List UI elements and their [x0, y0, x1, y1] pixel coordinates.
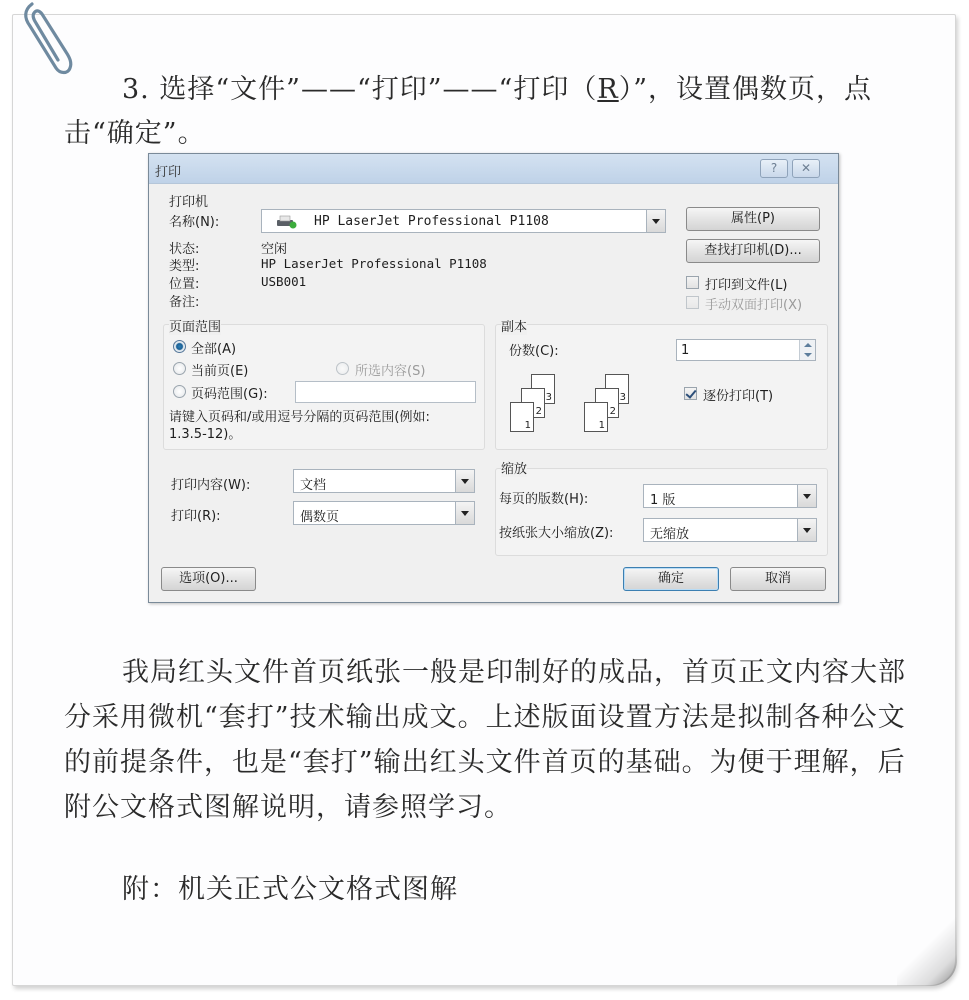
dialog-titlebar: [149, 154, 838, 184]
ok-button[interactable]: 确定: [623, 567, 719, 591]
pages-per-sheet-value: 1 版: [650, 493, 676, 508]
help-button[interactable]: [760, 159, 788, 178]
page-range-current-label[interactable]: 当前页(E): [191, 364, 249, 379]
scale-label: 按纸张大小缩放(Z):: [499, 526, 614, 541]
status-label: 状态:: [169, 242, 200, 257]
print-to-file-label[interactable]: 打印到文件(L): [705, 278, 788, 293]
intro-instruction: [64, 68, 924, 156]
printer-name-select[interactable]: [261, 209, 666, 233]
copies-count-spinner[interactable]: [676, 339, 816, 361]
page-range-selection-radio: [336, 362, 349, 375]
printer-name-value: HP LaserJet Professional P1108: [314, 214, 549, 229]
copies-count-value: 1: [681, 343, 690, 358]
spinner-arrows-icon[interactable]: [799, 340, 815, 360]
page-range-input[interactable]: [295, 381, 476, 403]
manual-duplex-checkbox: [686, 296, 699, 309]
page-range-all-radio[interactable]: [173, 340, 186, 353]
page-range-current-radio[interactable]: [173, 362, 186, 375]
copies-count-label: 份数(C):: [509, 344, 559, 359]
properties-button[interactable]: 属性(P): [686, 207, 820, 231]
page-range-selection-label: 所选内容(S): [355, 364, 426, 379]
comment-label: 备注:: [169, 295, 200, 310]
status-value: 空闲: [261, 242, 288, 257]
print-to-file-checkbox[interactable]: [686, 276, 699, 289]
printer-name-label: 名称(N):: [169, 215, 220, 230]
intro-text: 3. 选择“文件”——“打印”——“打印（: [122, 74, 598, 105]
print-pages-select[interactable]: [293, 501, 475, 525]
printer-section-legend: 打印机: [169, 195, 209, 210]
close-button[interactable]: [792, 159, 820, 178]
page-range-all-label[interactable]: 全部(A): [191, 342, 237, 357]
zoom-legend: 缩放: [501, 458, 527, 477]
close-icon: ✕: [800, 161, 812, 175]
help-icon: ?: [770, 161, 778, 175]
dialog-title: 打印: [155, 165, 182, 180]
chevron-down-icon[interactable]: [646, 210, 665, 232]
print-label: 打印(R):: [171, 509, 221, 524]
type-value: HP LaserJet Professional P1108: [261, 256, 487, 271]
location-value: USB001: [261, 274, 307, 289]
collate-label[interactable]: 逐份打印(T): [703, 389, 774, 404]
print-what-select[interactable]: [293, 469, 475, 493]
chevron-down-icon[interactable]: [455, 502, 474, 524]
printer-icon: [276, 215, 298, 229]
collate-checkbox[interactable]: [684, 387, 697, 400]
find-printer-button[interactable]: 查找打印机(D)...: [686, 239, 820, 263]
pages-per-sheet-label: 每页的版数(H):: [499, 492, 589, 507]
type-label: 类型:: [169, 259, 200, 274]
scale-select[interactable]: [643, 518, 817, 542]
intro-shortcut-key: R: [597, 74, 619, 105]
intro-text-rest: ）”，设置偶数页，点击“确定”。: [64, 74, 873, 149]
body-paragraph: 我局红头文件首页纸张一般是印制好的成品，首页正文内容大部分采用微机“套打”技术输出成文。上述版面设置方法是拟制各种公文的前提条件，也是“套打”输出红头文件首页的基础。为便于理解，后附公文格式图解说明，请参照学习。: [64, 657, 906, 823]
zoom-group: [495, 468, 828, 556]
location-label: 位置:: [169, 277, 200, 292]
chevron-down-icon[interactable]: [455, 470, 474, 492]
pages-per-sheet-select[interactable]: [643, 484, 817, 508]
page-range-pages-label[interactable]: 页码范围(G):: [191, 387, 268, 402]
appendix-line: 附：机关正式公文格式图解: [122, 874, 458, 905]
options-button[interactable]: 选项(O)...: [161, 567, 256, 591]
copies-legend: 副本: [501, 316, 527, 335]
page-range-pages-radio[interactable]: [173, 385, 186, 398]
manual-duplex-label: 手动双面打印(X): [705, 298, 803, 313]
print-dialog: 打印 ? ✕ 打印机 名称(N): HP LaserJet Professional P1108 状态: 空闲 类型: HP LaserJet Professional P1108 位置: USB001 备注: 属性(P) 查找打印机(D)... 打印到文件(L) 手动双面打印(X) 页面范围 全部(A) 当前页(E) 所选内容(S) 页码范围(G): 请键入页码和/或用逗号分隔的页码范围(例如: 1.3.5-12)。 副本 份数(C): 1 3 2 1 3 2 1 逐份打印(T) 打印内容(W): 文档 打印(R): 偶数页 缩放 每页的版数(H): 1 版 按纸张大小缩放(Z): 无缩放 选项(O)... 确定 取消: [148, 153, 839, 603]
chevron-down-icon[interactable]: [797, 485, 816, 507]
print-what-value: 文档: [300, 478, 327, 493]
print-what-label: 打印内容(W):: [171, 478, 251, 493]
page-range-hint: 请键入页码和/或用逗号分隔的页码范围(例如: 1.3.5-12)。: [169, 410, 430, 442]
page-range-legend: 页面范围: [169, 316, 221, 335]
cancel-button[interactable]: 取消: [730, 567, 826, 591]
scale-value: 无缩放: [650, 527, 690, 542]
print-pages-value: 偶数页: [300, 510, 340, 525]
chevron-down-icon[interactable]: [797, 519, 816, 541]
